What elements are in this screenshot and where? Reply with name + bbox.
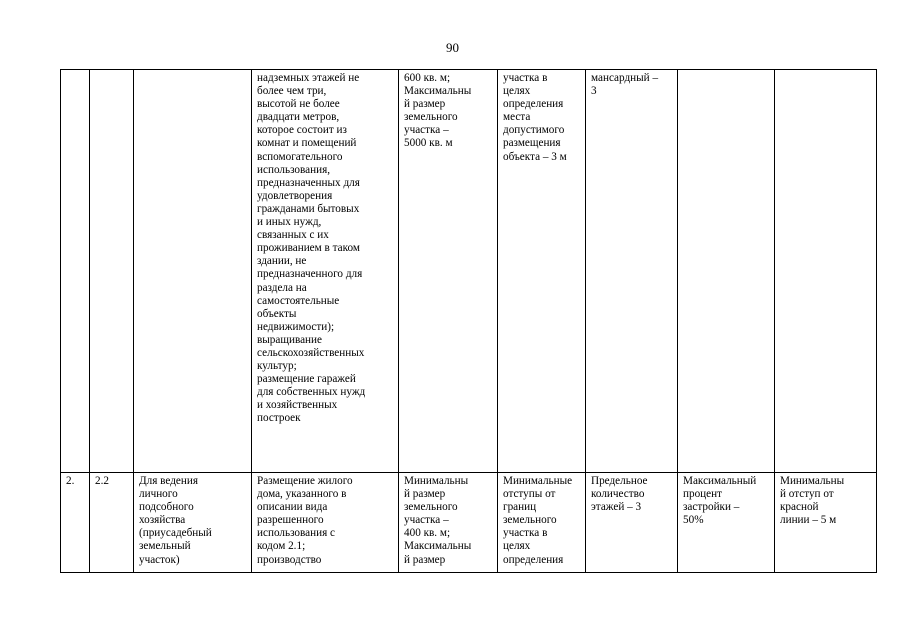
table-row	[61, 70, 877, 473]
cell-description	[252, 70, 399, 473]
cell-text-line: отступы от	[503, 488, 556, 501]
cell-text-line: целях	[503, 85, 531, 98]
cell-text-line: недвижимости);	[257, 320, 335, 333]
cell-text-line: размещение гаражей	[257, 373, 356, 386]
cell-text-line: процент	[683, 488, 723, 501]
cell-text-line: количество	[591, 488, 645, 501]
cell-text-line: 50%	[683, 514, 704, 527]
cell-text-line: Минимальны	[780, 475, 845, 487]
cell-text-line: участок)	[139, 553, 180, 566]
cell-text-line: надземных этажей не	[257, 72, 360, 84]
cell-code	[90, 70, 134, 473]
cell-text-line: вспомогательного	[257, 150, 343, 163]
cell-text-line: Размещение жилого	[257, 475, 353, 487]
cell-text-line: места	[503, 111, 531, 124]
cell-row-number	[61, 70, 90, 473]
cell-text-line: допустимого	[503, 124, 565, 137]
cell-text-line: целях	[503, 540, 531, 553]
cell-text-line: объекта – 3 м	[503, 150, 567, 163]
cell-text-line: 3	[591, 85, 597, 98]
cell-text-line: самостоятельные	[257, 294, 340, 307]
cell-text-line: мансардный –	[591, 72, 659, 84]
cell-text-line: (приусадебный	[139, 527, 212, 540]
cell-text-line: участка –	[404, 514, 449, 527]
cell-text-line: двадцати метров,	[257, 111, 340, 124]
cell-text-line: земельного	[404, 501, 458, 514]
cell-text-line: участка в	[503, 527, 548, 540]
cell-text-line: красной	[780, 501, 819, 514]
cell-text-line: высотой не более	[257, 98, 340, 111]
land-use-table	[60, 69, 877, 573]
cell-text-line: культур;	[257, 360, 297, 373]
cell-text-line: дома, указанного в	[257, 488, 347, 501]
cell-text-line: земельного	[404, 111, 458, 124]
cell-use-type	[134, 473, 252, 573]
cell-text-line: Максимальны	[404, 540, 472, 553]
cell-floors	[586, 473, 678, 573]
cell-floors	[586, 70, 678, 473]
cell-text-line: личного	[139, 488, 178, 501]
cell-text-line: этажей – 3	[591, 501, 642, 514]
cell-text-line: и хозяйственных	[257, 399, 338, 412]
cell-text-line: Минимальные	[503, 475, 573, 487]
cell-text-line: объекты	[257, 307, 297, 320]
cell-description	[252, 473, 399, 573]
page-number: 90	[446, 40, 459, 55]
cell-text-line: определения	[503, 553, 564, 566]
cell-text-line: связанных с их	[257, 229, 329, 242]
cell-code	[90, 473, 134, 573]
cell-setbacks	[498, 473, 586, 573]
cell-text-line: Минимальны	[404, 475, 469, 487]
cell-text-line: кодом 2.1;	[257, 540, 306, 553]
cell-text-line: комнат и помещений	[257, 137, 357, 150]
cell-red-line-setback	[775, 70, 877, 473]
cell-text-line: й размер	[404, 488, 446, 501]
cell-text-line: Максимальны	[404, 85, 472, 98]
cell-text-line: Максимальный	[683, 475, 757, 487]
cell-text-line: 400 кв. м;	[404, 527, 451, 540]
cell-row-number	[61, 473, 90, 573]
cell-text-line: выращивание	[257, 333, 322, 346]
cell-setbacks	[498, 70, 586, 473]
cell-plot-size	[399, 70, 498, 473]
cell-text-line: участка в	[503, 72, 548, 84]
cell-text-line: подсобного	[139, 501, 194, 514]
cell-text-line: гражданами бытовых	[257, 202, 360, 215]
cell-text-line: использования,	[257, 163, 331, 176]
cell-text-line: размещения	[503, 137, 561, 150]
cell-text-line: границ	[503, 501, 537, 514]
cell-use-type	[134, 70, 252, 473]
cell-text-line: й размер	[404, 98, 446, 111]
cell-text-line: построек	[257, 412, 301, 425]
cell-text-line: Для ведения	[139, 475, 198, 487]
cell-text-line: здании, не	[257, 255, 307, 268]
cell-text-line: производство	[257, 553, 322, 566]
cell-text-line: хозяйства	[139, 514, 186, 527]
cell-text-line: й отступ от	[780, 488, 834, 501]
cell-text-line: использования с	[257, 527, 336, 540]
cell-red-line-setback	[775, 473, 877, 573]
cell-text-line: раздела на	[257, 281, 307, 294]
cell-coverage	[678, 70, 775, 473]
cell-text-line: для собственных нужд	[257, 386, 366, 399]
cell-text-line: разрешенного	[257, 514, 324, 527]
cell-text-line: 2.	[66, 475, 75, 487]
cell-text-line: которое состоит из	[257, 124, 347, 137]
cell-text-line: и иных нужд,	[257, 216, 322, 229]
cell-text-line: предназначенных для	[257, 176, 360, 189]
cell-text-line: предназначенного для	[257, 268, 363, 281]
cell-text-line: удовлетворения	[257, 189, 333, 202]
cell-text-line: земельного	[503, 514, 557, 527]
cell-text-line: 5000 кв. м	[404, 137, 453, 150]
cell-text-line: земельный	[139, 540, 191, 553]
cell-text-line: линии – 5 м	[780, 514, 837, 527]
cell-text-line: застройки –	[683, 501, 740, 514]
cell-text-line: проживанием в таком	[257, 242, 360, 255]
cell-text-line: й размер	[404, 553, 446, 566]
cell-text-line: более чем три,	[257, 85, 327, 98]
cell-text-line: Предельное	[591, 475, 648, 487]
cell-coverage	[678, 473, 775, 573]
cell-text-line: 2.2	[95, 475, 109, 487]
cell-text-line: сельскохозяйственных	[257, 346, 365, 359]
cell-text-line: определения	[503, 98, 564, 111]
cell-plot-size	[399, 473, 498, 573]
cell-text-line: участка –	[404, 124, 449, 137]
cell-text-line: описании вида	[257, 501, 328, 514]
cell-text-line: 600 кв. м;	[404, 72, 451, 84]
table-row	[61, 473, 877, 573]
